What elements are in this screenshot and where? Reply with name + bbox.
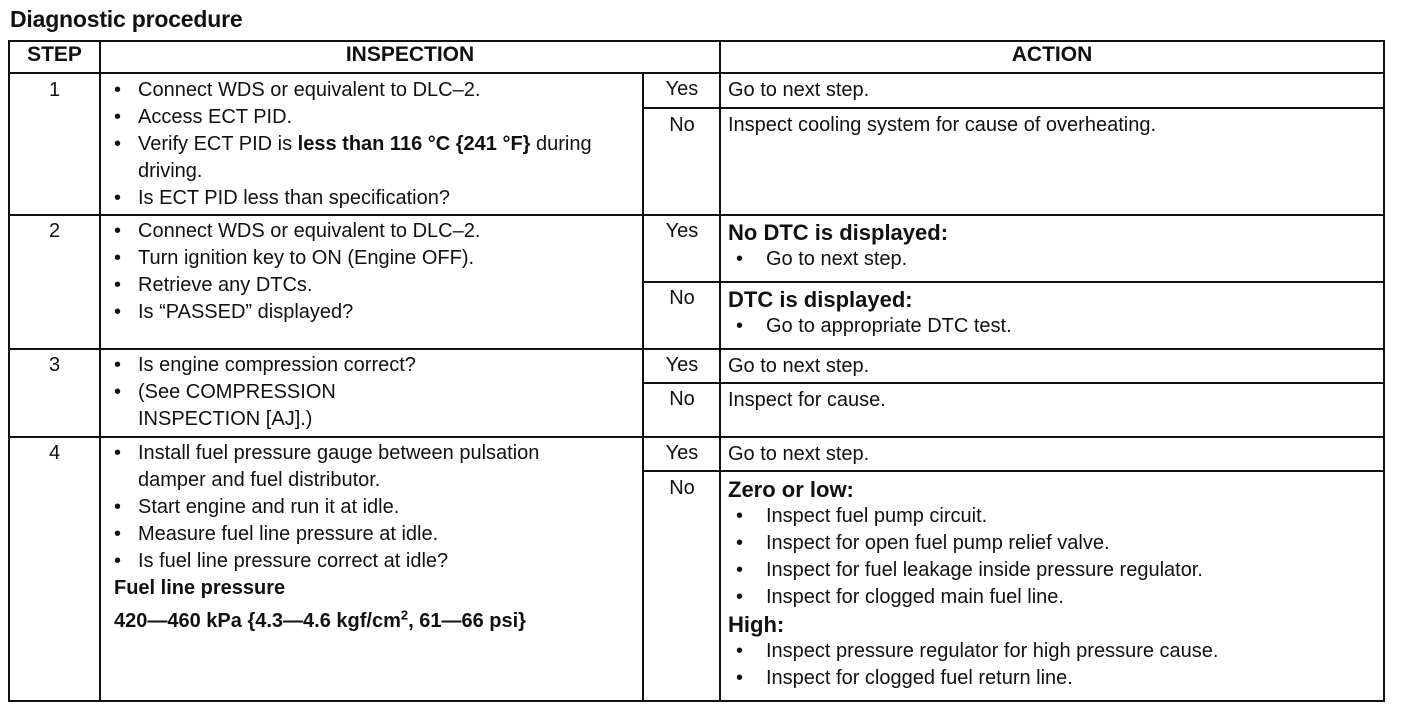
- action-item: • Inspect for open fuel pump relief valve.: [728, 530, 1218, 557]
- header-rule: [10, 72, 1383, 74]
- yes-action: Go to next step.: [728, 443, 870, 465]
- spec-value: 420—460 kPa {4.3—4.6 kgf/$cm^2$, 61—66 psi}: [114, 607, 526, 632]
- no-label: No: [669, 477, 695, 499]
- inspection-item: • Verify ECT PID is less than 116 °C {241 °F} during driving.: [108, 131, 638, 185]
- inspection-item: • Connect WDS or equivalent to DLC–2.: [108, 218, 638, 245]
- inspection-list: [108, 77, 638, 212]
- step-number: 4: [48, 442, 61, 464]
- inspection-item: • Is engine compression correct?: [108, 352, 408, 379]
- yesno-col-divider: [642, 72, 644, 700]
- header-inspection: INSPECTION: [345, 43, 475, 66]
- action-item: • Go to appropriate DTC test.: [728, 313, 1012, 340]
- yes-label: Yes: [665, 354, 699, 376]
- step-number: 3: [48, 354, 61, 376]
- row-divider-3: [10, 436, 1383, 438]
- yes-no-divider-2: [642, 281, 1383, 283]
- no-heading: High:: [728, 612, 785, 637]
- inspection-item: • Is fuel line pressure correct at idle?: [108, 548, 568, 575]
- inspection-list: [108, 440, 568, 575]
- yes-heading: No DTC is displayed:: [728, 220, 949, 245]
- action-item: • Inspect for clogged main fuel line.: [728, 584, 1218, 611]
- inspection-item: • Install fuel pressure gauge between pulsation damper and fuel distributor.: [108, 440, 568, 494]
- yes-action: Go to next step.: [728, 355, 870, 377]
- no-label: No: [669, 114, 695, 136]
- action-item: • Inspect for fuel leakage inside pressure regulator.: [728, 557, 1218, 584]
- yes-label: Yes: [665, 220, 699, 242]
- yes-no-divider-1: [642, 107, 1383, 109]
- inspection-item: • Start engine and run it at idle.: [108, 494, 568, 521]
- no-label: No: [669, 388, 695, 410]
- inspection-item: • Retrieve any DTCs.: [108, 272, 638, 299]
- inspection-item: • Connect WDS or equivalent to DLC–2.: [108, 77, 638, 104]
- inspection-list: [108, 218, 638, 326]
- step-number: 2: [48, 220, 61, 242]
- no-heading: Zero or low:: [728, 477, 854, 502]
- no-heading: DTC is displayed:: [728, 287, 913, 312]
- yes-label: Yes: [665, 78, 699, 100]
- no-action: [728, 286, 1012, 340]
- action-item: • Inspect fuel pump circuit.: [728, 503, 1218, 530]
- yes-action: Go to next step.: [728, 79, 870, 101]
- inspection-list: [108, 352, 416, 433]
- header-step: STEP: [27, 43, 82, 66]
- action-item: • Inspect pressure regulator for high pressure cause.: [728, 638, 1218, 665]
- action-item: • Go to next step.: [728, 246, 948, 273]
- yes-no-divider-4: [642, 470, 1383, 472]
- no-action: Inspect for cause.: [728, 389, 886, 411]
- yes-action: [728, 219, 948, 273]
- row-divider-2: [10, 348, 1383, 350]
- inspection-item: • Is ECT PID less than specification?: [108, 185, 638, 212]
- inspection-item: • Turn ignition key to ON (Engine OFF).: [108, 245, 638, 272]
- no-label: No: [669, 287, 695, 309]
- step-col-divider: [99, 42, 101, 700]
- yes-label: Yes: [665, 442, 699, 464]
- action-item: • Inspect for clogged fuel return line.: [728, 665, 1218, 692]
- spec-label: Fuel line pressure: [114, 577, 286, 599]
- step-number: 1: [48, 79, 61, 101]
- page-title: Diagnostic procedure: [10, 6, 243, 32]
- inspection-item: • Measure fuel line pressure at idle.: [108, 521, 568, 548]
- inspection-item: • Is “PASSED” displayed?: [108, 299, 638, 326]
- row-divider-1: [10, 214, 1383, 216]
- no-action: [728, 476, 1218, 692]
- inspection-item: • Access ECT PID.: [108, 104, 638, 131]
- inspection-item: • (See COMPRESSION INSPECTION [AJ].): [108, 379, 408, 433]
- yes-no-divider-3: [642, 382, 1383, 384]
- diagnostic-table: [8, 40, 1385, 702]
- no-action: Inspect cooling system for cause of overheating.: [728, 114, 1157, 136]
- header-action: ACTION: [1011, 43, 1093, 66]
